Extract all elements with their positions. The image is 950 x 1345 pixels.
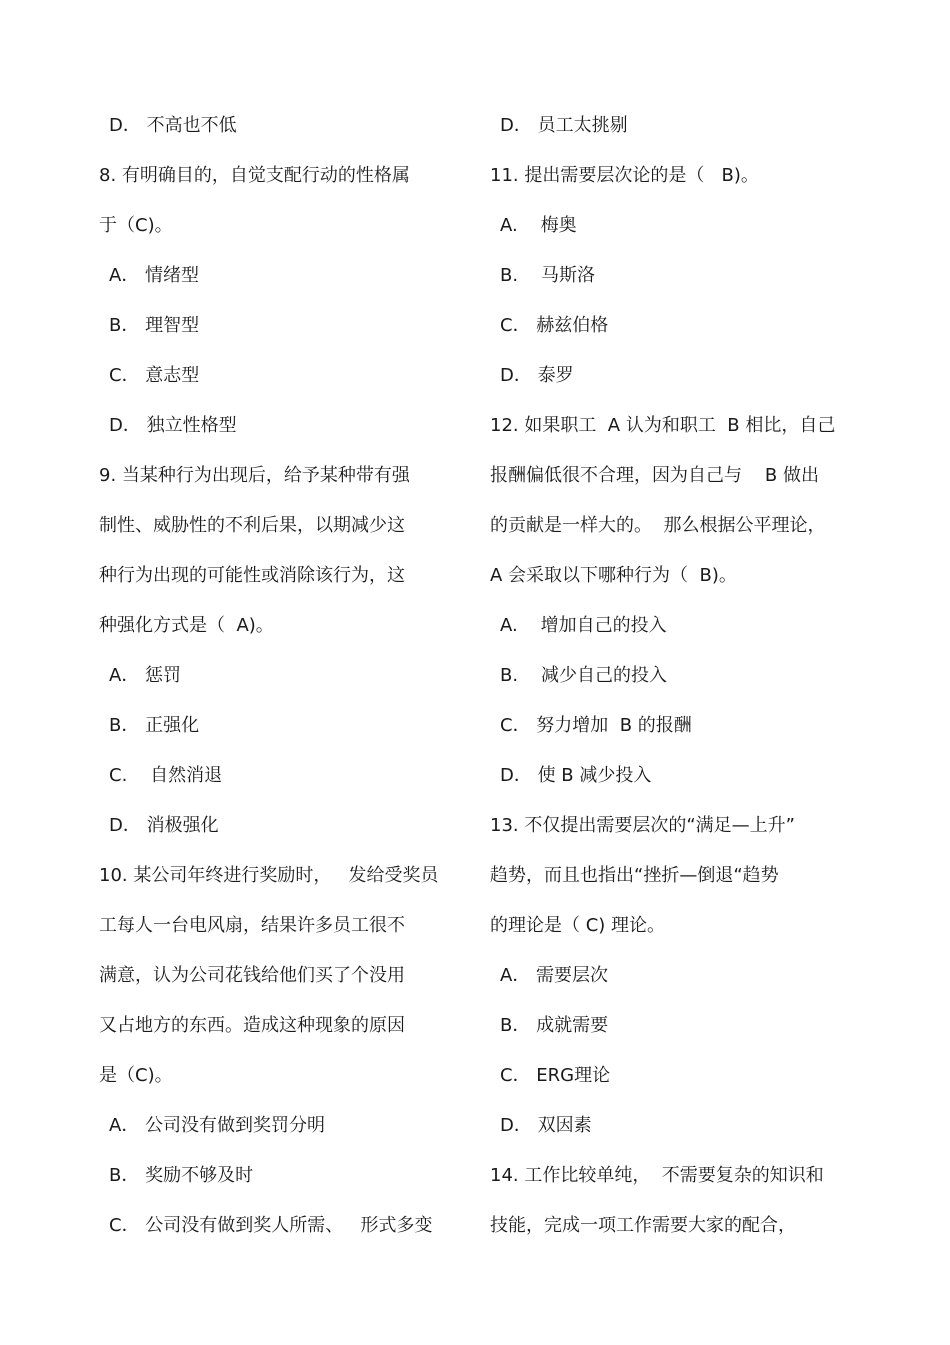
question-text-line: 14. 工作比较单纯， 不需要复杂的知识和 xyxy=(490,1165,824,1186)
right-column xyxy=(490,101,870,1251)
answer-option: A． 公司没有做到奖罚分明 xyxy=(109,1115,326,1136)
question-text-line: 11. 提出需要层次论的是（ B)。 xyxy=(490,165,759,186)
question-text-line: 12. 如果职工 A 认为和职工 B 相比，自己 xyxy=(490,415,836,436)
answer-option: D． 独立性格型 xyxy=(109,415,237,436)
question-text-line: 制性、威胁性的不利后果，以期减少这 xyxy=(99,515,405,536)
answer-option: B． 理智型 xyxy=(109,315,200,336)
answer-option: C． 赫兹伯格 xyxy=(500,315,609,336)
answer-option: C． 努力增加 B 的报酬 xyxy=(500,715,692,736)
answer-option: D． 员工太挑剔 xyxy=(500,115,628,136)
answer-option: D． 双因素 xyxy=(500,1115,592,1136)
answer-option: C． ERG理论 xyxy=(500,1065,611,1086)
question-text-line: 种强化方式是（ A)。 xyxy=(99,615,274,636)
question-text-line: 又占地方的东西。造成这种现象的原因 xyxy=(99,1015,405,1036)
answer-option: A． 情绪型 xyxy=(109,265,200,286)
question-text-line: 种行为出现的可能性或消除该行为，这 xyxy=(99,565,405,586)
question-text-line: A 会采取以下哪种行为（ B)。 xyxy=(490,565,737,586)
left-column xyxy=(99,101,469,1251)
answer-option: D． 不高也不低 xyxy=(109,115,237,136)
answer-option: B． 正强化 xyxy=(109,715,200,736)
question-text-line: 是（C)。 xyxy=(99,1065,173,1086)
answer-option: A． 惩罚 xyxy=(109,665,182,686)
question-text-line: 技能，完成一项工作需要大家的配合， xyxy=(490,1215,796,1236)
question-text-line: 满意，认为公司花钱给他们买了个没用 xyxy=(99,965,405,986)
question-text-line: 9. 当某种行为出现后，给予某种带有强 xyxy=(99,465,410,486)
answer-option: B． 成就需要 xyxy=(500,1015,609,1036)
answer-option: B． 奖励不够及时 xyxy=(109,1165,254,1186)
question-text-line: 的理论是（ C) 理论。 xyxy=(490,915,666,936)
answer-option: A. 增加自己的投入 xyxy=(500,615,667,636)
question-text-line: 于（C)。 xyxy=(99,215,173,236)
answer-option: A. 梅奥 xyxy=(500,215,577,236)
question-text-line: 趋势，而且也指出“挫折—倒退“趋势 xyxy=(490,865,779,886)
answer-option: B. 马斯洛 xyxy=(500,265,595,286)
answer-option: A． 需要层次 xyxy=(500,965,609,986)
answer-option: C． 公司没有做到奖人所需、 形式多变 xyxy=(109,1215,433,1236)
question-text-line: 的贡献是一样大的。 那么根据公平理论， xyxy=(490,515,826,536)
question-text-line: 10. 某公司年终进行奖励时， 发给受奖员 xyxy=(99,865,439,886)
answer-option: C． 意志型 xyxy=(109,365,200,386)
question-text-line: 工每人一台电风扇，结果许多员工很不 xyxy=(99,915,405,936)
question-text-line: 13. 不仅提出需要层次的“满足—上升” xyxy=(490,815,795,836)
question-text-line: 报酬偏低很不合理，因为自己与 B 做出 xyxy=(490,465,819,486)
question-text-line: 8. 有明确目的，自觉支配行动的性格属 xyxy=(99,165,410,186)
answer-option: D． 泰罗 xyxy=(500,365,574,386)
answer-option: C. 自然消退 xyxy=(109,765,223,786)
answer-option: D． 消极强化 xyxy=(109,815,219,836)
answer-option: D． 使 B 减少投入 xyxy=(500,765,652,786)
answer-option: B. 减少自己的投入 xyxy=(500,665,667,686)
